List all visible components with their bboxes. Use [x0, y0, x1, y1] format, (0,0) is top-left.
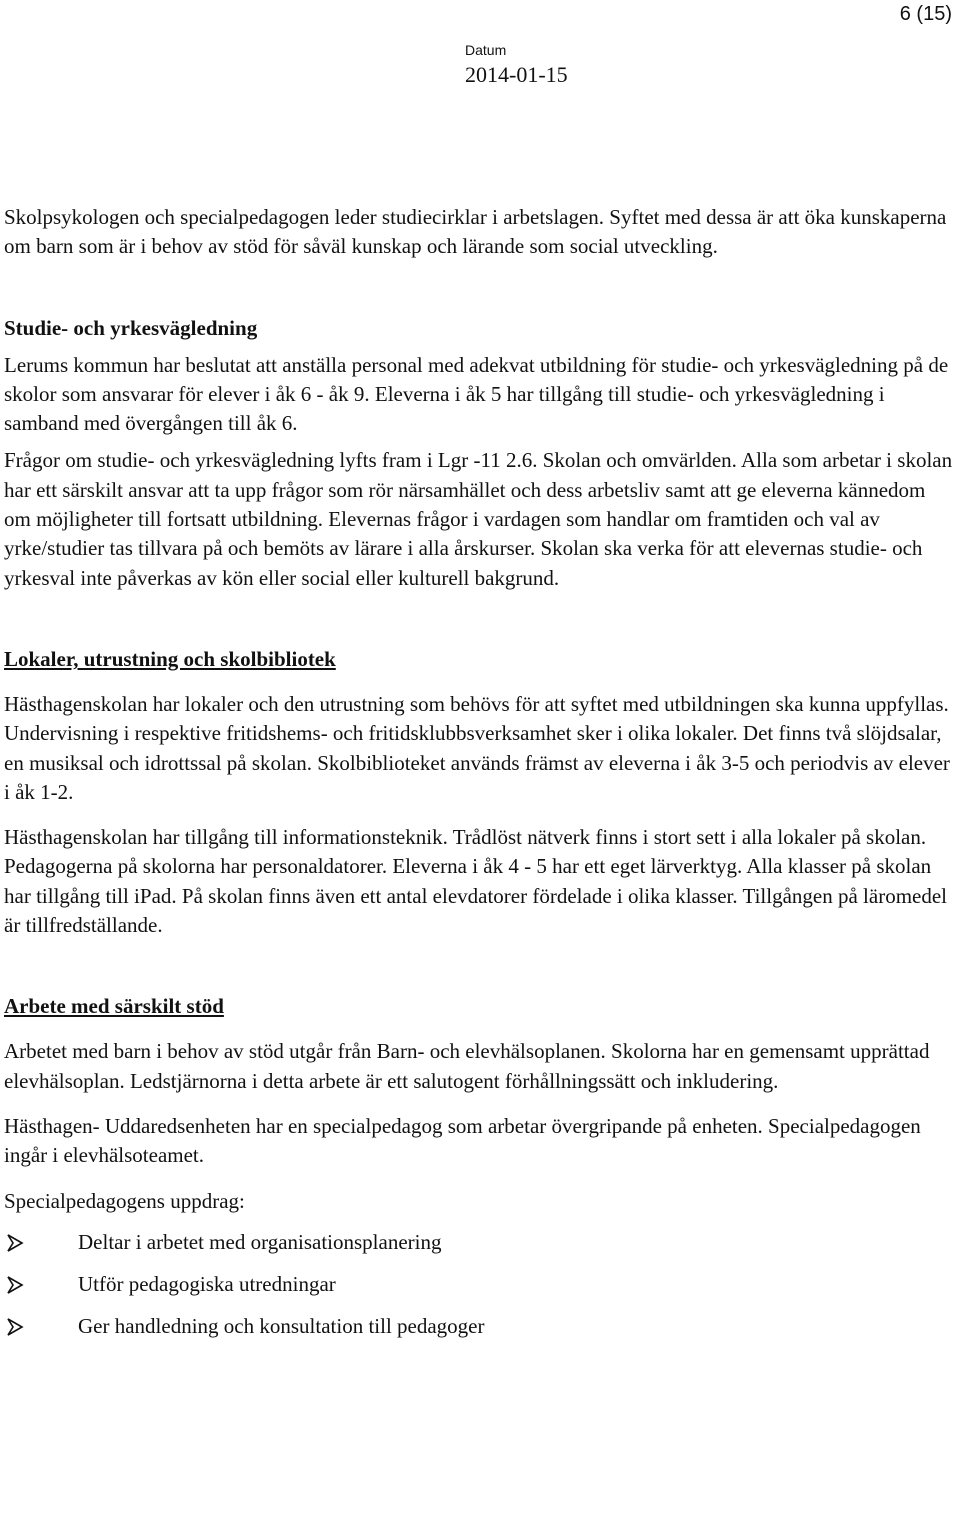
arrowhead-bullet-icon: [6, 1276, 24, 1294]
section-lokaler-utrustning-skolbibliotek: [4, 645, 954, 940]
list-item: [4, 1312, 954, 1342]
date-block: [465, 42, 568, 89]
paragraph: Lerums kommun har beslutat att anställa personal med adekvat utbildning för studie- och yrkesvägledning på de skolor som ansvarar för elever i åk 6 - åk 9. Eleverna i åk 5 har tillgång till studie- och yrkesvägledning i samband med övergången till åk 6.: [4, 352, 949, 436]
section-heading-arbete-med-sarskilt-stod: Arbete med särskilt stöd: [4, 994, 224, 1019]
paragraph: Hästhagen- Uddaredsenheten har en specialpedagog som arbetar övergripande på enheten. Specialpedagogen ingår i elevhälsoteamet.: [4, 1113, 921, 1168]
section-heading-studie-och-yrkesvagledning: Studie- och yrkesvägledning: [4, 315, 258, 340]
paragraph: Hästhagenskolan har lokaler och den utrustning som behövs för att syftet med utbildningen ska kunna uppfyllas. Undervisning i respektive fritidshems- och fritidsklubbsverksamhet sker i olika lokaler. Det finns två slöjdsalar, en musiksal och idrottssal på skolan. Skolbiblioteket används främst av eleverna i åk 3-5 och periodvis av elever i åk 1-2.: [4, 691, 950, 804]
arrowhead-bullet-icon: [6, 1318, 24, 1336]
date-label: Datum: [465, 42, 507, 58]
date-value: 2014-01-15: [465, 62, 568, 87]
document-body: [4, 203, 954, 1354]
paragraph: Arbetet med barn i behov av stöd utgår från Barn- och elevhälsoplanen. Skolorna har en gemensamt upprättad elevhälsoplan. Ledstjärnorna i detta arbete är ett salutogent förhållningssätt och inkludering.: [4, 1039, 930, 1093]
page-number: 6 (15): [899, 3, 952, 25]
section-arbete-med-sarskilt-stod: [4, 992, 954, 1341]
arrowhead-bullet-icon: [6, 1234, 24, 1252]
list-item-text: Ger handledning och konsultation till pedagoger: [78, 1314, 485, 1339]
list-item: [4, 1270, 954, 1300]
list-item-text: Utför pedagogiska utredningar: [78, 1272, 336, 1297]
paragraph: Specialpedagogens uppdrag:: [4, 1188, 245, 1213]
task-list: [4, 1228, 954, 1342]
section-heading-lokaler-utrustning-skolbibliotek: Lokaler, utrustning och skolbibliotek: [4, 646, 336, 671]
list-item: [4, 1228, 954, 1258]
paragraph: Frågor om studie- och yrkesvägledning lyfts fram i Lgr -11 2.6. Skolan och omvärlden. Alla som arbetar i skolan har ett särskilt ansvar att ta upp frågor som rör närsamhället och dess arbetsliv samt att ge eleverna kännedom om möjligheter till fortsatt utbildning. Elevernas frågor i vardagen som handlar om framtiden och val av yrke/studier tas tillvara på och bemöts av lärare i alla årskurser. Skolan ska verka för att elevernas studie- och yrkesval inte påverkas av kön eller social eller kulturell bakgrund.: [4, 448, 953, 590]
intro-paragraph: Skolpsykologen och specialpedagogen leder studiecirklar i arbetslagen. Syftet med dessa är att öka kunskaperna om barn som är i behov av stöd för såväl kunskap och lärande som social utveckling.: [4, 205, 947, 259]
list-item-text: Deltar i arbetet med organisationsplanering: [78, 1230, 442, 1255]
section-studie-och-yrkesvagledning: [4, 314, 954, 593]
paragraph: Hästhagenskolan har tillgång till informationsteknik. Trådlöst nätverk finns i stort sett i alla lokaler på skolan. Pedagogerna på skolorna har personaldatorer. Eleverna i åk 4 - 5 har ett eget lärverktyg. Alla klasser på skolan har tillgång till iPad. På skolan finns även ett antal elevdatorer fördelade i olika klasser. Tillgången på läromedel är tillfredställande.: [4, 825, 948, 938]
